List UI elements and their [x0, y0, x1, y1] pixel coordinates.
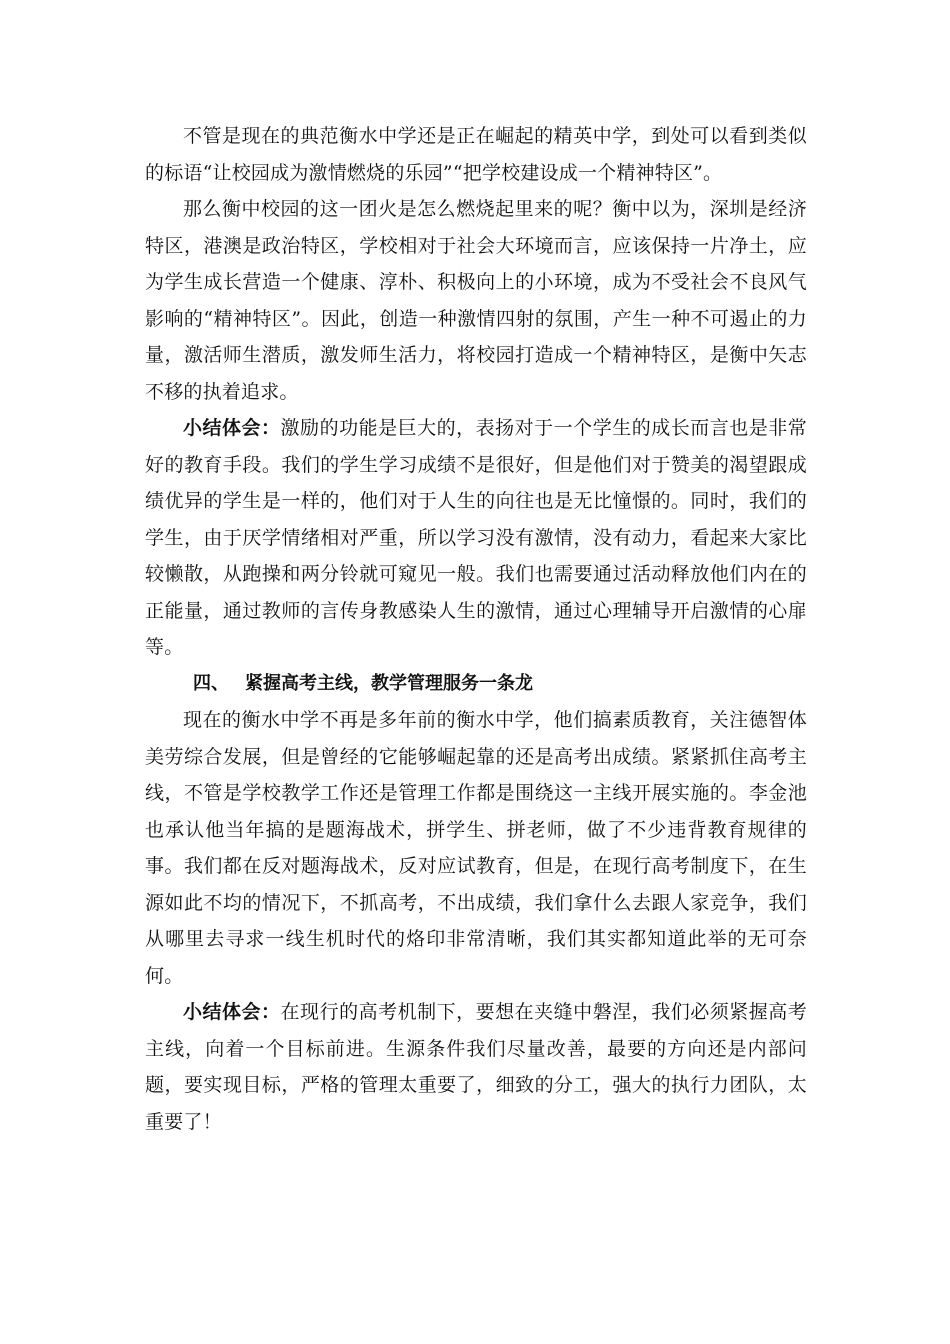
paragraph-slogans: 不管是现在的典范衡水中学还是正在崛起的精英中学，到处可以看到类似的标语“让校园成为激情燃烧的乐园”“把学校建设成一个精神特区”。: [145, 125, 807, 184]
paragraph-spirit-zone: 那么衡中校园的这一团火是怎么燃烧起里来的呢？衡中以为，深圳是经济特区，港澳是政治特区，学校相对于社会大环境而言，应该保持一片净土，应为学生成长营造一个健康、淳朴、积极向上的小环境，成为不受社会不良风气影响的“精神特区”。因此，创造一种激情四射的氛围，产生一种不可遏止的力量，激活师生潜质，激发师生活力，将校园打造成一个精神特区，是衡中矢志不移的执着追求。: [145, 198, 807, 403]
summary-text: 在现行的高考机制下，要想在夹缝中磐涅，我们必须紧握高考主线，向着一个目标前进。生源条件我们尽量改善，最要的方向还是内部问题，要实现目标，严格的管理太重要了，细致的分工，强大的执行力团队，太重要了！: [145, 1001, 807, 1133]
summary-text: 激励的功能是巨大的，表扬对于一个学生的成长而言也是非常好的教育手段。我们的学生学习成绩不是很好，但是他们对于赞美的渴望跟成绩优异的学生是一样的，他们对于人生的向往也是无比憧憬的。同时，我们的学生，由于厌学情绪相对严重，所以学习没有激情，没有动力，看起来大家比较懒散，从跑操和两分铃就可窥见一般。我们也需要通过活动释放他们内在的正能量，通过教师的言传身教感染人生的激情，通过心理辅导开启激情的心扉等。: [145, 417, 807, 658]
summary-label: 小结体会：: [183, 1001, 281, 1023]
summary-paragraph-1: [145, 410, 807, 666]
section-number: 四、: [193, 672, 229, 694]
summary-paragraph-2: [145, 994, 807, 1140]
summary-label: 小结体会：: [183, 417, 281, 439]
document-body: [145, 118, 807, 1140]
section-title: 紧握高考主线，教学管理服务一条龙: [245, 672, 533, 694]
paragraph-exam-focus: 现在的衡水中学不再是多年前的衡水中学，他们搞素质教育，关注德智体美劳综合发展，但是曾经的它能够崛起靠的还是高考出成绩。紧紧抓住高考主线，不管是学校教学工作还是管理工作都是围绕这一主线开展实施的。李金池也承认他当年搞的是题海战术，拼学生、拼老师，做了不少违背教育规律的事。我们都在反对题海战术，反对应试教育，但是，在现行高考制度下，在生源如此不均的情况下，不抓高考，不出成绩，我们拿什么去跟人家竞争，我们从哪里去寻求一线生机时代的烙印非常清晰，我们其实都知道此举的无可奈何。: [145, 709, 807, 987]
section-heading: [145, 666, 807, 703]
